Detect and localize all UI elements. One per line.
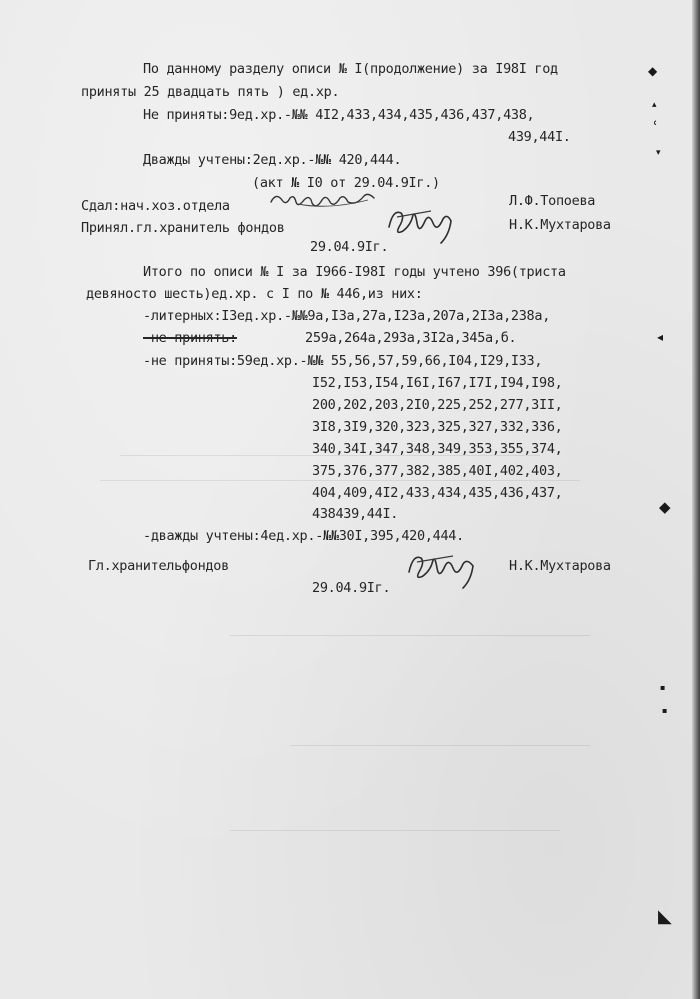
handover-date: 29.04.9Iг. xyxy=(310,239,389,255)
signature-topoeva-icon xyxy=(268,188,378,216)
not-accepted-list-line: 200,202,203,2I0,225,252,277,3II, xyxy=(312,397,563,413)
literal-items-continued: 259а,264а,293а,3I2а,345а,б. xyxy=(305,330,517,346)
received-label: Принял.гл.хранитель фондов xyxy=(81,220,285,236)
double-counted-line: -дважды учтены:4ед.хр.-№№30I,395,420,444. xyxy=(143,528,464,544)
gave-name: Л.Ф.Топоева xyxy=(509,193,596,209)
summary-line-1: По данному разделу описи № I(продолжение) за I98I год xyxy=(143,61,558,77)
received-name: Н.К.Мухтарова xyxy=(509,217,611,233)
bleed-through-line xyxy=(230,830,560,831)
not-accepted-list-line: 438439,44I. xyxy=(312,506,399,522)
struck-out-label: -не принять: xyxy=(143,330,237,346)
margin-mark-icon: ▪ xyxy=(660,683,666,692)
page-edge-shadow xyxy=(692,0,700,999)
margin-mark-icon: ◆ xyxy=(659,498,671,516)
margin-mark-icon: ▪ xyxy=(662,706,668,715)
not-accepted-list-line: 3I8,3I9,320,323,325,327,332,336, xyxy=(312,419,563,435)
literal-items-line: -литерных:I3ед.хр.-№№9а,I3а,27а,I23а,207а,2I3а,238а, xyxy=(143,308,551,324)
not-accepted-list-line: 404,409,4I2,433,434,435,436,437, xyxy=(312,485,563,501)
summary-line-5: Дважды учтены:2ед.хр.-№№ 420,444. xyxy=(143,152,402,168)
margin-mark-icon: ▾ xyxy=(656,148,661,158)
total-line-1: Итого по описи № I за I966-I98I годы учтено 396(триста xyxy=(143,264,566,280)
margin-mark-icon: ◂ xyxy=(657,330,664,344)
signature-keeper-icon xyxy=(383,205,458,249)
signature-footer-icon xyxy=(403,548,483,592)
margin-mark-icon: ◆ xyxy=(648,64,658,78)
margin-mark-icon: ▴ xyxy=(652,100,657,110)
not-accepted-list-line: 375,376,377,382,385,40I,402,403, xyxy=(312,463,563,479)
bleed-through-line xyxy=(100,480,580,481)
gave-label: Сдал:нач.хоз.отдела xyxy=(81,198,230,214)
margin-mark-icon: ʿ xyxy=(653,118,658,137)
bleed-through-line xyxy=(290,745,590,746)
footer-date: 29.04.9Iг. xyxy=(312,580,391,596)
bleed-through-line xyxy=(230,635,590,636)
keeper-name: Н.К.Мухтарова xyxy=(509,558,611,574)
act-reference: (акт № I0 от 29.04.9Iг.) xyxy=(252,175,440,191)
not-accepted-list-line: I52,I53,I54,I6I,I67,I7I,I94,I98, xyxy=(312,375,563,391)
summary-line-2: приняты 25 двадцать пять ) ед.хр. xyxy=(81,84,340,100)
total-line-2: девяносто шесть)ед.хр. с I по № 446,из них: xyxy=(86,286,423,302)
keeper-label: Гл.хранительфондов xyxy=(88,558,229,574)
margin-mark-icon: ◣ xyxy=(658,906,672,927)
summary-line-4: 439,44I. xyxy=(508,129,571,145)
not-accepted-list-line: 340,34I,347,348,349,353,355,374, xyxy=(312,441,563,457)
not-accepted-line: -не приняты:59ед.хр.-№№ 55,56,57,59,66,I04,I29,I33, xyxy=(143,353,543,369)
summary-line-3: Не приняты:9ед.хр.-№№ 4I2,433,434,435,436,437,438, xyxy=(143,107,535,123)
